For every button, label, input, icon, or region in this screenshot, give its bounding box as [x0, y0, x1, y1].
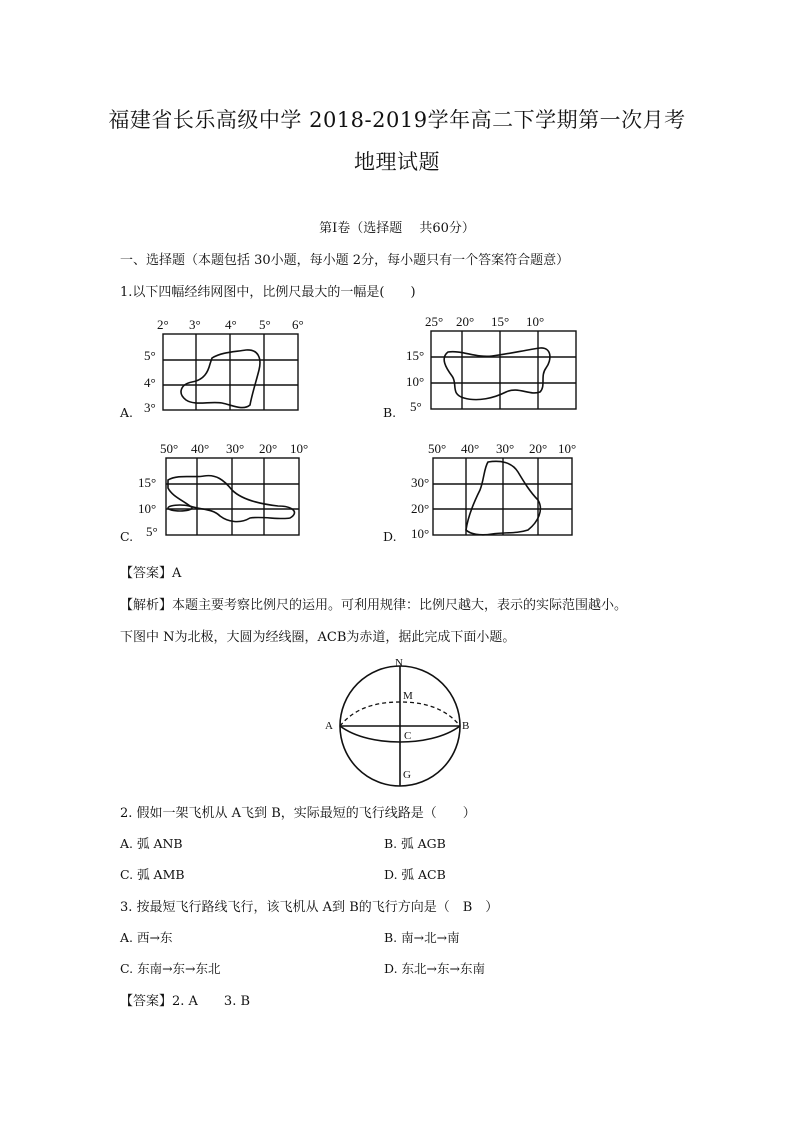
map-c-lat-label: 10° — [138, 501, 157, 516]
map-d-lat-label: 30° — [411, 475, 430, 490]
map-b-lon-label: 15° — [491, 314, 510, 329]
globe-label-a: A — [325, 720, 333, 732]
map-a-lon-label: 5° — [259, 317, 271, 332]
questions-2-3-answer: 【答案】2. A 3. B — [120, 994, 251, 1009]
map-c-lon-label: 20° — [259, 441, 278, 456]
map-a-region-outline — [181, 350, 260, 408]
map-d-lat-label: 10° — [411, 526, 430, 541]
globe-label-g: G — [403, 769, 411, 781]
question-3-option-b: B. 南→北→南 — [384, 930, 460, 945]
map-a-lat-label: 3° — [144, 400, 156, 415]
map-d-lon-label: 50° — [428, 441, 447, 456]
map-b-lon-label: 20° — [456, 314, 475, 329]
map-b-option-label: B. — [383, 405, 397, 420]
map-c-lon-label: 50° — [160, 441, 179, 456]
map-c-option-label: C. — [120, 529, 134, 544]
map-c-lon-label: 40° — [191, 441, 210, 456]
section-header: 第Ⅰ卷（选择题 共60分） — [319, 221, 475, 236]
question-3-option-a: A. 西→东 — [120, 930, 173, 945]
map-b-lat-label: 10° — [406, 374, 425, 389]
globe-label-n: N — [395, 657, 403, 669]
map-a-lat-label: 5° — [144, 348, 156, 363]
question-2-intro: 下图中 N为北极，大圆为经线圈，ACB为赤道，据此完成下面小题。 — [120, 630, 516, 645]
globe-label-c: C — [404, 730, 412, 742]
question-3-stem: 3. 按最短飞行路线飞行，该飞机从 A到 B的飞行方向是（ B ） — [120, 900, 499, 915]
question-2-option-d: D. 弧 ACB — [384, 867, 446, 882]
question-3-option-c: C. 东南→东→东北 — [120, 961, 221, 976]
question-1-analysis: 【解析】本题主要考察比例尺的运用。可利用规律：比例尺越大，表示的实际范围越小。 — [120, 598, 628, 613]
map-d-option-label: D. — [383, 529, 397, 544]
part1-instruction: 一、选择题（本题包括 30小题，每小题 2分，每小题只有一个答案符合题意） — [120, 253, 570, 268]
map-d-lat-label: 20° — [411, 501, 430, 516]
map-d-lon-label: 40° — [461, 441, 480, 456]
map-d-lon-label: 10° — [558, 441, 577, 456]
map-a-lon-label: 6° — [292, 317, 304, 332]
map-a-option-label: A. — [120, 405, 134, 420]
map-b-lon-label: 10° — [526, 314, 545, 329]
map-b-lon-label: 25° — [425, 314, 444, 329]
map-c-island-outline — [168, 505, 192, 511]
map-c-graticule — [166, 458, 299, 535]
map-a-lon-label: 4° — [225, 317, 237, 332]
map-d-lon-label: 30° — [496, 441, 515, 456]
map-c-lon-label: 10° — [290, 441, 309, 456]
question-2-option-a: A. 弧 ANB — [120, 836, 183, 851]
document-title: 福建省长乐高级中学 2018-2019学年高二下学期第一次月考 — [108, 108, 686, 132]
map-d-lon-label: 20° — [529, 441, 548, 456]
document-subtitle: 地理试题 — [354, 150, 440, 174]
question-2-option-c: C. 弧 AMB — [120, 867, 185, 882]
map-b-lat-label: 15° — [406, 348, 425, 363]
question-1-stem: 1.以下四幅经纬网图中，比例尺最大的一幅是( ) — [120, 285, 416, 300]
map-b-lat-label: 5° — [410, 399, 422, 414]
question-1-answer: 【答案】A — [120, 566, 182, 581]
question-2-option-b: B. 弧 AGB — [384, 836, 446, 851]
map-a-lat-label: 4° — [144, 375, 156, 390]
map-c-region-outline — [168, 476, 294, 522]
globe-label-b: B — [462, 720, 470, 732]
map-b-region-outline — [444, 348, 550, 400]
globe-figure — [340, 666, 460, 786]
map-c-lat-label: 5° — [146, 524, 158, 539]
map-c-lon-label: 30° — [226, 441, 245, 456]
question-2-stem: 2. 假如一架飞机从 A飞到 B，实际最短的飞行线路是（ ） — [120, 806, 476, 821]
map-d-graticule — [433, 458, 572, 535]
map-c-lat-label: 15° — [138, 475, 157, 490]
question-3-option-d: D. 东北→东→东南 — [384, 961, 485, 976]
map-a-lon-label: 2° — [157, 317, 169, 332]
map-b-graticule — [431, 331, 576, 409]
globe-label-m: M — [403, 690, 413, 702]
map-a-lon-label: 3° — [189, 317, 201, 332]
